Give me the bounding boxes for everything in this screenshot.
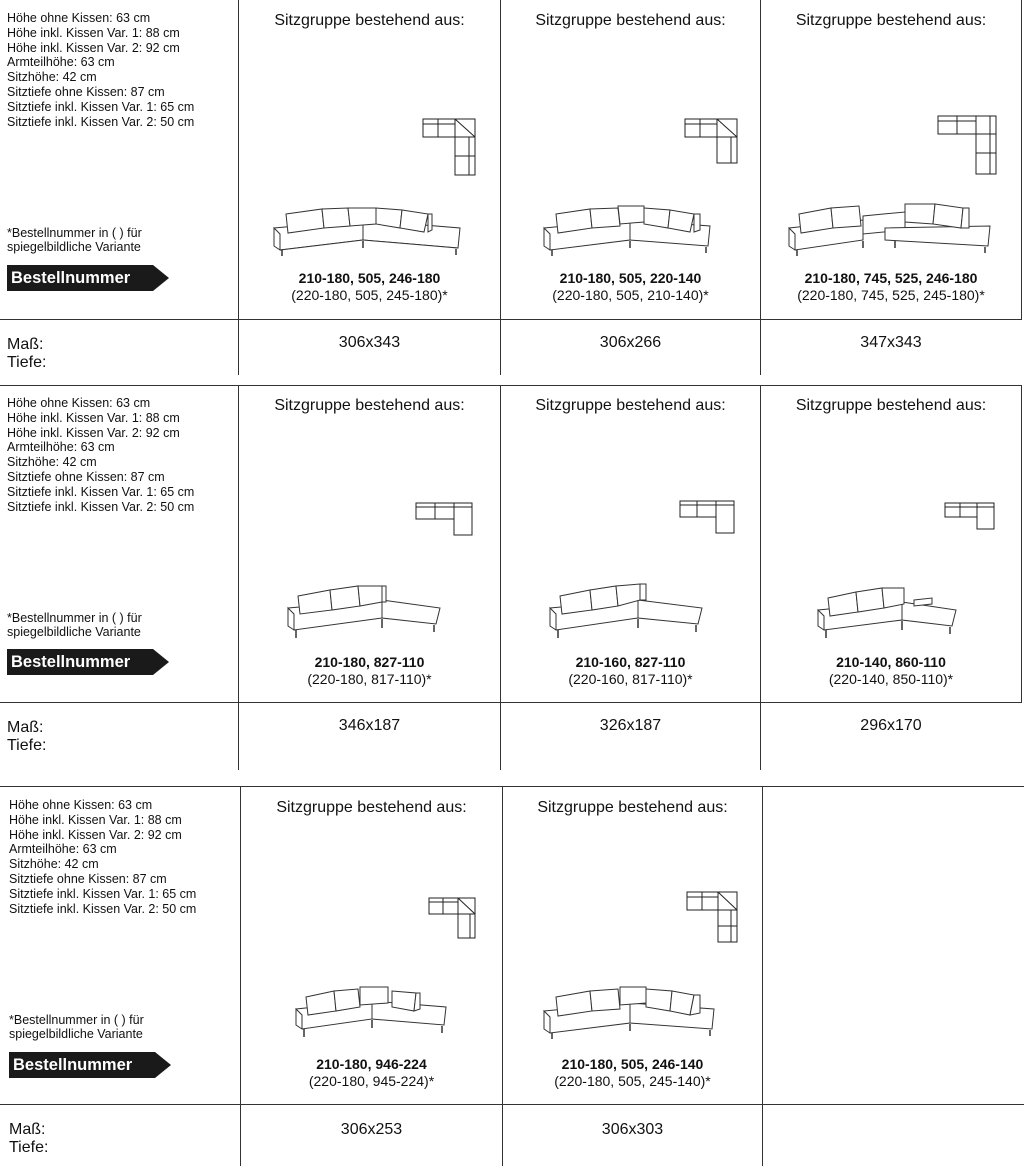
mirror-note [9, 1013, 144, 1041]
order-code [501, 270, 760, 304]
spec-item: Sitztiefe inkl. Kissen Var. 2: 50 cm [7, 499, 195, 514]
order-code [503, 1056, 762, 1090]
note-line: *Bestellnummer in ( ) für [9, 1013, 144, 1027]
spec-item: Höhe ohne Kissen: 63 cm [9, 798, 153, 812]
spec-item: Höhe inkl. Kissen Var. 1: 88 cm [9, 812, 182, 827]
mass-labels [9, 1121, 48, 1157]
layout-icon [422, 118, 477, 178]
mass-label: Maß: [7, 719, 44, 736]
order-code [241, 1056, 502, 1090]
order-number: 210-180, 505, 220-140 [559, 270, 702, 286]
spec-item: Sitzhöhe: 42 cm [7, 70, 97, 85]
order-number: 210-140, 860-110 [836, 654, 946, 670]
sofa-drawing [546, 582, 708, 644]
spec-item: Sitztiefe inkl. Kissen Var. 1: 65 cm [7, 484, 195, 499]
dimension-value: 346x187 [338, 717, 401, 734]
mirror-note [7, 226, 142, 254]
mirror-order-number: (220-180, 817-110)* [307, 671, 432, 687]
mirror-note [7, 611, 142, 639]
layout-icon [686, 891, 742, 945]
section-3 [0, 787, 1024, 1166]
spec-item: Höhe ohne Kissen: 63 cm [7, 11, 151, 25]
sofa-drawing [814, 586, 962, 644]
mass-labels [7, 336, 46, 372]
spec-item: Höhe inkl. Kissen Var. 2: 92 cm [7, 425, 180, 440]
spec-item: Armteilhöhe: 63 cm [9, 842, 117, 857]
column-header: Sitzgruppe bestehend aus: [276, 799, 467, 816]
mirror-order-number: (220-160, 817-110)* [568, 671, 693, 687]
spec-item: Höhe ohne Kissen: 63 cm [7, 396, 151, 410]
order-number: 210-180, 745, 525, 246-180 [804, 270, 978, 286]
column-header: Sitzgruppe bestehend aus: [795, 397, 987, 414]
mirror-order-number: (220-140, 850-110)* [828, 671, 954, 687]
sofa-drawing [284, 582, 446, 644]
note-line: *Bestellnummer in ( ) für [7, 226, 142, 240]
sofa-drawing [538, 200, 718, 262]
tiefe-label: Tiefe: [7, 354, 47, 371]
layout-icon [679, 500, 737, 536]
dimension-value: 306x266 [599, 334, 662, 351]
spec-list [7, 396, 194, 514]
layout-icon [937, 115, 999, 177]
order-number: 210-180, 827-110 [314, 654, 425, 670]
layout-icon [415, 502, 475, 538]
spec-list [7, 11, 194, 129]
section-1 [0, 0, 1024, 375]
spec-item: Höhe inkl. Kissen Var. 1: 88 cm [7, 410, 180, 425]
note-line: spiegelbildliche Variante [7, 240, 141, 254]
spec-item: Armteilhöhe: 63 cm [7, 55, 115, 70]
order-code [761, 270, 1021, 304]
mirror-order-number: (220-180, 945-224)* [308, 1073, 435, 1089]
layout-icon [944, 502, 998, 532]
dimension-value: 306x343 [338, 334, 401, 351]
order-number: 210-180, 505, 246-140 [561, 1056, 704, 1072]
mirror-order-number: (220-180, 505, 210-140)* [552, 287, 709, 303]
dimension-value: 306x253 [340, 1121, 403, 1138]
spec-item: Sitztiefe inkl. Kissen Var. 2: 50 cm [9, 901, 197, 916]
spec-item: Sitztiefe inkl. Kissen Var. 2: 50 cm [7, 114, 195, 129]
dimension-value: 347x343 [860, 334, 922, 351]
layout-icon [684, 118, 739, 166]
spec-item: Höhe inkl. Kissen Var. 1: 88 cm [7, 25, 180, 40]
mass-labels [7, 719, 46, 755]
column-header: Sitzgruppe bestehend aus: [535, 12, 726, 29]
note-line: *Bestellnummer in ( ) für [7, 611, 142, 625]
tiefe-label: Tiefe: [9, 1139, 49, 1156]
mass-label: Maß: [7, 336, 44, 353]
bestellnummer-badge [9, 1052, 171, 1078]
spec-item: Sitzhöhe: 42 cm [9, 857, 99, 872]
spec-item: Höhe inkl. Kissen Var. 2: 92 cm [9, 827, 182, 842]
column-header: Sitzgruppe bestehend aus: [537, 799, 728, 816]
spec-item: Armteilhöhe: 63 cm [7, 440, 115, 455]
spec-item: Höhe inkl. Kissen Var. 2: 92 cm [7, 40, 180, 55]
spec-list [9, 798, 196, 916]
mirror-order-number: (220-180, 505, 245-140)* [554, 1073, 711, 1089]
column-header: Sitzgruppe bestehend aus: [274, 12, 465, 29]
order-code [239, 654, 500, 688]
sofa-drawing [268, 200, 468, 262]
order-code [761, 654, 1021, 688]
dimension-value: 326x187 [599, 717, 662, 734]
order-number: 210-180, 946-224 [316, 1056, 427, 1072]
mirror-order-number: (220-180, 505, 245-180)* [291, 287, 448, 303]
sofa-drawing [785, 198, 1000, 262]
spec-item: Sitztiefe inkl. Kissen Var. 1: 65 cm [9, 886, 197, 901]
column-header: Sitzgruppe bestehend aus: [795, 12, 987, 29]
bestellnummer-badge [7, 649, 169, 675]
dimension-value: 306x303 [601, 1121, 664, 1138]
sofa-drawing [292, 983, 452, 1043]
tiefe-label: Tiefe: [7, 737, 47, 754]
column-header: Sitzgruppe bestehend aus: [274, 397, 465, 414]
spec-item: Sitztiefe ohne Kissen: 87 cm [7, 84, 165, 99]
layout-icon [428, 897, 478, 941]
order-code [501, 654, 760, 688]
dimension-value: 296x170 [860, 717, 922, 734]
sofa-drawing [538, 983, 722, 1045]
badge-label: Bestellnummer [11, 269, 131, 287]
section-2 [0, 386, 1024, 770]
spec-item: Sitzhöhe: 42 cm [7, 455, 97, 470]
spec-item: Sitztiefe ohne Kissen: 87 cm [7, 469, 165, 484]
order-number: 210-180, 505, 246-180 [298, 270, 441, 286]
order-number: 210-160, 827-110 [575, 654, 686, 670]
bestellnummer-badge [7, 265, 169, 291]
column-header: Sitzgruppe bestehend aus: [535, 397, 726, 414]
mirror-order-number: (220-180, 745, 525, 245-180)* [797, 287, 985, 303]
spec-item: Sitztiefe ohne Kissen: 87 cm [9, 871, 167, 886]
badge-label: Bestellnummer [13, 1056, 133, 1074]
mass-label: Maß: [9, 1121, 46, 1138]
order-code [239, 270, 500, 304]
note-line: spiegelbildliche Variante [7, 625, 141, 639]
spec-item: Sitztiefe inkl. Kissen Var. 1: 65 cm [7, 99, 195, 114]
note-line: spiegelbildliche Variante [9, 1027, 143, 1041]
badge-label: Bestellnummer [11, 653, 131, 671]
